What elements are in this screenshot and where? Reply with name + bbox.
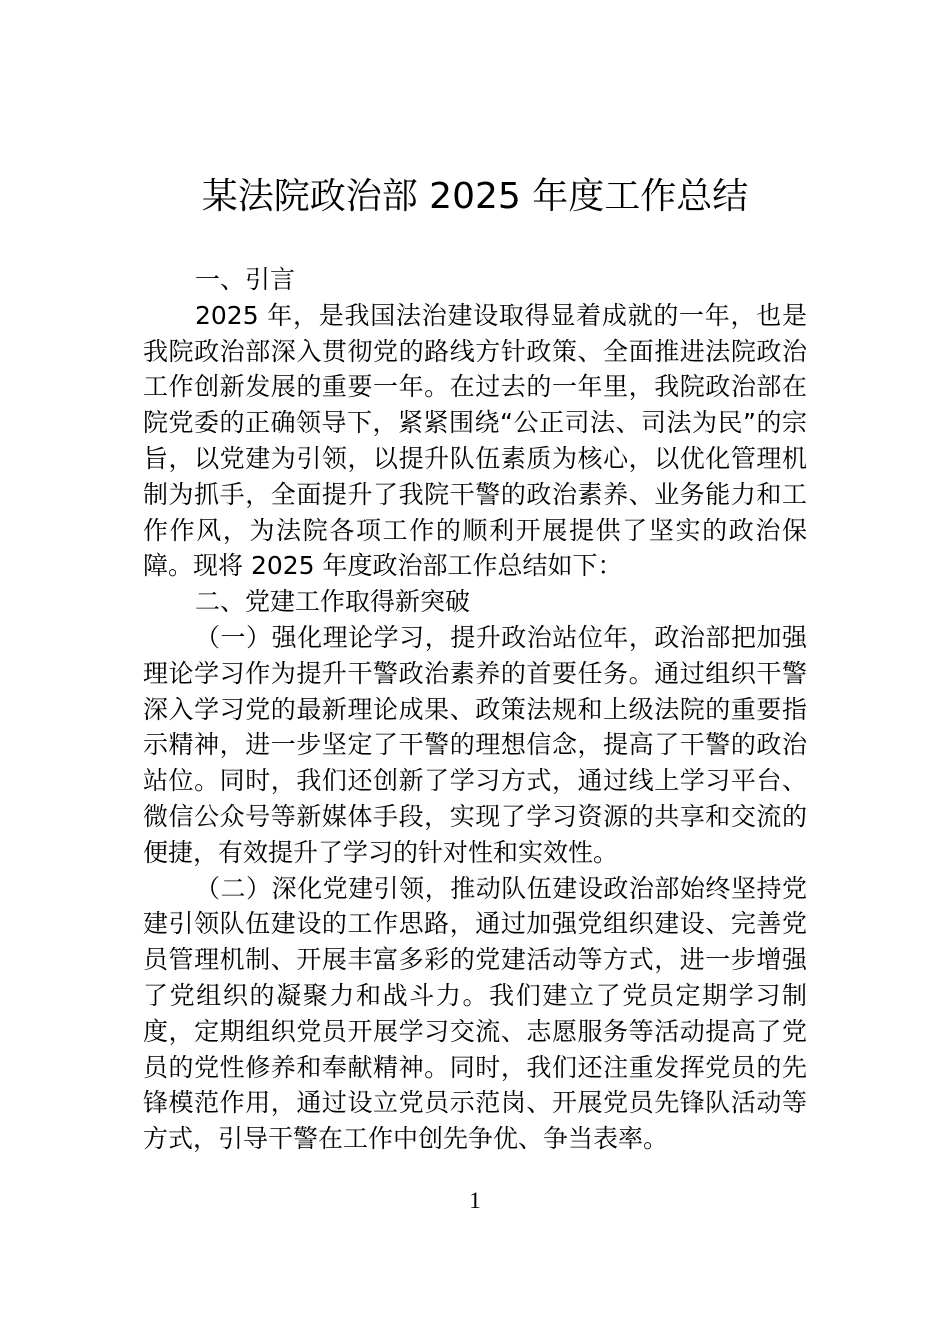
paragraph-intro: 2025 年，是我国法治建设取得显着成就的一年，也是我院政治部深入贯彻党的路线方针政策、全面推进法院政治工作创新发展的重要一年。在过去的一年里，我院政治部在院党委的正确领导下，紧紧围绕“公正司法、司法为民”的宗旨，以党建为引领，以提升队伍素质为核心，以优化管理机制为抓手，全面提升了我院干警的政治素养、业务能力和工作作风，为法院各项工作的顺利开展提供了坚实的政治保障。现将 2025 年度政治部工作总结如下：: [143, 300, 807, 581]
page-title: 某法院政治部 2025 年度工作总结: [201, 176, 749, 217]
document-body: [143, 262, 807, 1157]
section-heading-intro: 一、引言: [195, 265, 296, 294]
paragraph-theory-study: （一）强化理论学习，提升政治站位年，政治部把加强理论学习作为提升干警政治素养的首要任务。通过组织干警深入学习党的最新理论成果、政策法规和上级法院的重要指示精神，进一步坚定了干警的理想信念，提高了干警的政治站位。同时，我们还创新了学习方式，通过线上学习平台、微信公众号等新媒体手段，实现了学习资源的共享和交流的便捷，有效提升了学习的针对性和实效性。: [143, 622, 807, 867]
section-heading-party-building: 二、党建工作取得新突破: [195, 587, 471, 617]
paragraph-party-leadership: （二）深化党建引领，推动队伍建设政治部始终坚持党建引领队伍建设的工作思路，通过加强党组织建设、完善党员管理机制、开展丰富多彩的党建活动等方式，进一步增强了党组织的凝聚力和战斗力。我们建立了党员定期学习制度，定期组织党员开展学习交流、志愿服务等活动提高了党员的党性修养和奉献精神。同时，我们还注重发挥党员的先锋模范作用，通过设立党员示范岗、开展党员先锋队活动等方式，引导干警在工作中创先争优、争当表率。: [143, 873, 807, 1154]
page-number: 1: [469, 1188, 481, 1213]
